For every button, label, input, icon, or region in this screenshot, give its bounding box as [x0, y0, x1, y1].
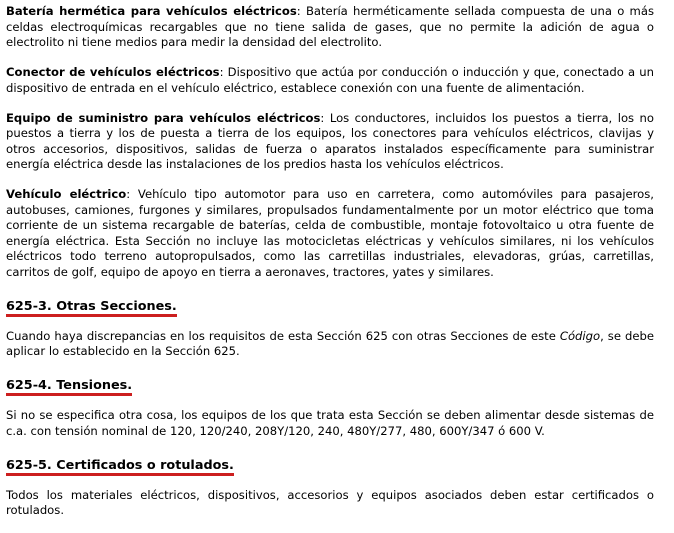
definition-text: Batería herméticamente sellada compuesta de una o más celdas electroquímicas recargables que no tiene salida de gases, que no permite la adición de agua o electrolito ni tiene medios para medir la densidad del electrolito.	[6, 4, 654, 49]
definition-ev-connector	[6, 65, 654, 96]
separator: :	[320, 110, 330, 125]
section-625-5-heading-wrap	[6, 454, 654, 474]
section-625-3-text	[6, 329, 654, 360]
section-heading-text: 625-3. Otras Secciones.	[6, 298, 177, 314]
separator: :	[126, 187, 138, 201]
heading-underline	[6, 393, 132, 396]
section-625-5-heading	[6, 458, 234, 476]
section-625-4-heading	[6, 378, 132, 396]
section-heading-text: 625-4. Tensiones.	[6, 378, 133, 393]
section-heading-text: 625-5. Certificados o rotulados.	[6, 457, 234, 473]
definition-term: Conector de vehículos eléctricos	[6, 65, 220, 79]
section-625-4-text: Si no se especifica otra cosa, los equipos de los que trata esta Sección se deben alimentar desde sistemas de c.a. con tensión nominal de 120, 120/240, 208Y/120, 240, 480Y/277, 480, 600Y/347 ó 600 V.	[6, 408, 654, 438]
separator: :	[219, 65, 228, 79]
heading-underline	[6, 314, 177, 317]
definition-electric-vehicle	[6, 187, 654, 280]
section-625-3-heading	[6, 299, 177, 317]
definition-text: Vehículo tipo automotor para uso en carretera, como automóviles para pasajeros, autobuses, camiones, furgones y similares, propulsados fundamentalmente por un motor eléctrico que toma corriente de un sistema recargable de baterías, celda de combustible, montaje fotovoltaico u otra fuente de energía eléctrica. Esta Sección no incluye las motocicletas eléctricas y vehículos similares, ni los vehículos eléctricos todo terreno autopropulsados, como las carretillas industriales, elevadoras, grúas, carretillas, carritos de golf, equipo de apoyo en tierra a aeronaves, tractores, yates y similares.	[6, 187, 654, 279]
document-page	[6, 4, 654, 533]
definition-term: Vehículo eléctrico	[6, 187, 127, 201]
section-text: , se debe aplicar lo establecido en la Sección 625.	[6, 328, 654, 358]
section-625-5-text: Todos los materiales eléctricos, dispositivos, accesorios y equipos asociados deben estar certificados o rotulados.	[6, 487, 654, 517]
section-625-3-heading-wrap	[6, 295, 654, 315]
definition-sealed-battery	[6, 4, 654, 51]
definition-ev-supply-equipment	[6, 111, 654, 173]
section-625-4-heading-wrap	[6, 374, 654, 394]
definition-term: Equipo de suministro para vehículos eléctricos	[6, 110, 321, 125]
heading-underline	[6, 473, 234, 476]
separator: :	[296, 4, 306, 18]
section-text-italic: Código	[559, 328, 601, 343]
section-text: Cuando haya discrepancias en los requisitos de esta Sección 625 con otras Secciones de este	[6, 328, 560, 343]
definition-term: Batería hermética para vehículos eléctricos	[6, 4, 297, 18]
definition-text: Los conductores, incluidos los puestos a tierra, los no puestos a tierra y los de puesta a tierra de los equipos, los conectores para vehículos eléctricos, clavijas y otros accesorios, dispositivos, salidas de fuerza o aparatos instalados específicamente para suministrar energía eléctrica desde las instalaciones de los predios hasta los vehículos eléctricos.	[6, 110, 654, 171]
definition-text: Dispositivo que actúa por conducción o inducción y que, conectado a un dispositivo de entrada en el vehículo eléctrico, establece conexión con una fuente de alimentación.	[6, 65, 654, 95]
